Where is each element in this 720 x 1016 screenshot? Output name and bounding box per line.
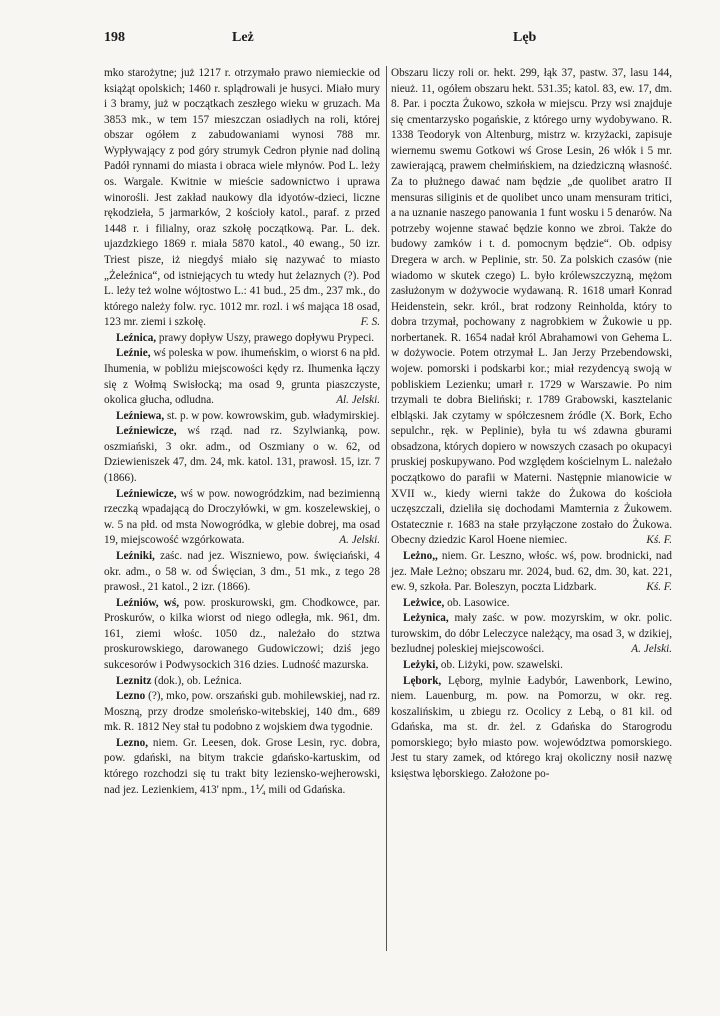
- entry-paragraph: [104, 689, 380, 736]
- entry-signature: Kś. F.: [646, 534, 672, 547]
- entry-paragraph: [104, 674, 380, 690]
- entry-paragraph: [104, 409, 380, 425]
- entry-text: mko starożytne; już 1217 r. otrzymało prawo niemieckie od książąt opolskich; 1460 r. splądrowali je husyci. Miało mury i 3 bramy, już w początkach zeszłego wieku w gruzach. Ma 3853 mk., w tem 157 mieszczan osiadłych na roli, której obszar ogółem z zabudowaniami wynosi 788 mr. Wypływający z pod góry strumyk Cedron płynie nad doliną Padół rynnami do miasta i obraca wiele młynów. Pod L. leży os. Wargale. Kwitnie w mieście sadownictwo i uprawa winorośli. Jest zakład naukowy dla idyotów-dzieci, liczne rękodzieła, 5 jarmarków, 2 kościoły katol., paraf. z przed 1448 r. i filialny, oraz szkołę początkową. Par. L. dek. ujazdzkiego 1869 r. miała 5870 katol., 40 ewang., 50 izr. Triest pisze, iż niegdyś miało się nazywać to miasto „Żeleźnica“, od istniejących tu wtedy hut żelaznych (?). Pod L. leży też wolne wójtostwo L.: 41 bud., 25 dm., 237 mk., do którego należy folw. ryc. 1012 mr. rozl. i wś mająca 18 osad, 123 mr. ziemi i szkołę.: [104, 67, 380, 329]
- entry-headword: Lębork,: [403, 674, 442, 687]
- entry-text: prawy dopływ Uszy, prawego dopływu Prypeci.: [156, 331, 375, 344]
- entry-headword: Leźniewicze,: [116, 425, 177, 438]
- entry-headword: Leznitz: [116, 674, 152, 687]
- entry-signature: A. Jelski.: [339, 534, 380, 547]
- entry-text: niem. Gr. Leszno, włośc. wś, pow. brodnicki, nad jez. Małe Leżno; obszaru mr. 2024, bud. 62, dm. 30, kat. 221, ew. 9, szkoła. Par. Boleszyn, poczta Lidzbark.: [391, 549, 672, 594]
- entry-text: (dok.), ob. Leźnica.: [151, 674, 242, 687]
- entry-headword: Leźniewicze,: [116, 487, 177, 500]
- entry-paragraph: [391, 611, 672, 658]
- text-columns: [104, 66, 676, 966]
- entry-headword: Leźniów, wś,: [116, 596, 180, 609]
- entry-paragraph: [391, 66, 672, 549]
- entry-text: mały zaśc. w pow. mozyrskim, w okr. polic. turowskim, do dóbr Leleczyce należący, ma osad 3, w dzikiej, bezludnej poleskiej miejscowości.: [391, 612, 672, 656]
- entry-text: ob. Liżyki, pow. szawelski.: [438, 658, 563, 671]
- running-head-right: Lęb: [513, 30, 537, 45]
- entry-text: Obszaru liczy roli or. hekt. 299, łąk 37, pastw. 37, lasu 144, nieuż. 11, ogółem obszaru hekt. 531.35; katol. 83, ew. 17, dm. 8. Par. i poczta Żukowo, szkoła w miejscu. Przy wsi znajduje się cmentarzysko pogańskie, z którego urny wydobywano. R. 1338 Teodoryk von Altenburg, mistrz w. krzyżacki, zapisuje wiernemu swemu Gotkowi wś Grose Lesin, 26 włók i 5 mr. zawierającą, prawem chełmińskiem, na dziedziczną własność. Za to płużnego dawać nam będzie „de quolibet aratro II mensuras siliginis et de quolibet unco unam mensuram tritici, a na uznanie naszego panowania 1 funt wosku i 5 denarów. Na potrzeby wojenne stawać będzie konno we zbroi. Także do budowy zamków i t. d. pomocnym będzie“. Ob. odpisy Dregera w arch. w Peplinie, str. 50. Za polskich czasów (nie wiadomo w skutek czego) L. było królewszczyzną, mężom zasłużonym w dożywocie wydawaną. R. 1618 umarł Konrad Heidenstein, sekr. król., brat rodzony Reinholda, który to dobra trzymał, pochowany z nagrobkiem w Żukowie u pp. norbertanek. R. 1654 nadał król Abrahamowi von Gehema L. w dożywocie. Potem otrzymał L. Jan Jerzy Przebendowski, wojew. pomorski i podskarbi kor.; miał rezydencyą swoją w pobliskiem Lezienku; umarł r. 1729 w Warszawie. Po nim trzymali te dobra Bieliński; r. 1789 Grabowski, kasztelanic elbląski. Jak czytamy w spółczesnem źródle (X. Bork, Echo sepulchr., ręk. w Peplinie), była tu wś zdawna gburami obsadzona, których dopiero w nowszych czasach po okupacyi pruskiej poskupywano. Pod względem kościelnym L. należało początkowo do parafii w Materni. Następnie mianowicie w XVII w., kiedy wierni także do Żukowa do kościoła uczęszczali, dzieliła się dochodami Mamternia z Żukowem. Ostatecznie r. 1683 na stałe przyłączone zostało do Żukowa. Obecny dziedzic Karol Hoene niemiec.: [391, 67, 672, 547]
- entry-paragraph: [391, 674, 672, 783]
- entry-text: pow. proskurowski, gm. Chodkowce, par. Proskurów, o kilka wiorst od niego odległa, mk. 961, dm. 161, ziemi włośc. 1050 dz., należało do stztwa proskurowskiego, darowanego Gudowiczowi; dziś jego sukcesorów i Podwysockich 316 dzies. Ludność mazurska.: [104, 596, 380, 671]
- entry-paragraph: [104, 346, 380, 408]
- entry-paragraph: [391, 658, 672, 674]
- entry-signature: Kś. F.: [646, 581, 672, 594]
- entry-signature: F. S.: [360, 316, 380, 329]
- entry-headword: Leźnie,: [116, 347, 151, 360]
- page-header: [104, 30, 670, 50]
- entry-headword: Leźniki,: [116, 549, 155, 562]
- page-number: 198: [104, 30, 125, 45]
- left-column: [104, 66, 380, 798]
- entry-paragraph: [391, 596, 672, 612]
- entry-signature: A. Jelski.: [631, 643, 672, 656]
- entry-paragraph: [104, 549, 380, 596]
- entry-text: zaśc. nad jez. Wiszniewo, pow. święciański, 4 okr. adm., o 58 w. od Święcian, 3 dm., 51 mk., z tego 28 prawosł., 21 katol., 2 izr. (1866).: [104, 549, 380, 594]
- entry-paragraph: [104, 66, 380, 331]
- entry-headword: Leźnica,: [116, 331, 157, 344]
- entry-text: wś w pow. nowogródzkim, nad bezimienną rzeczką wpadającą do Droczyłówki, w gm. koszelewskiej, o w. 5 na płd. od msta Nowogródka, w glebie dobrej, ma osad 19, miejscowość wzgórkowata.: [104, 487, 380, 547]
- entry-text: Lęborg, mylnie Ładybór, Lawenbork, Lewino, niem. Lauenburg, m. pow. na Pomorzu, w okr. reg. koszalińskim, u zbiegu rz. Ocolicy z Lebą, o 81 kil. od Gdańska, ma st. dr. żel. z Gdańska do Starogrodu pomorskiego; było miasto pow. województwa pomorskiego. Jest tu stary zamek, od którego kraj okoliczny nosił nazwę księstwa lęborskiego. Założone po-: [391, 674, 672, 781]
- right-column: [391, 66, 672, 783]
- entry-headword: Leźniewa,: [116, 409, 165, 422]
- entry-headword: Lezno: [116, 690, 146, 703]
- entry-headword: Lezno,: [116, 736, 149, 749]
- entry-paragraph: [104, 596, 380, 674]
- entry-paragraph: [104, 487, 380, 549]
- entry-paragraph: [391, 549, 672, 596]
- entry-paragraph: [104, 424, 380, 486]
- entry-headword: Leżno,,: [403, 549, 438, 562]
- entry-headword: Leżwice,: [403, 596, 445, 609]
- running-head-left: Leż: [232, 30, 254, 45]
- entry-text: st. p. w pow. kowrowskim, gub. władymirskiej.: [164, 409, 380, 422]
- entry-text: wś poleska w pow. ihumeńskim, o wiorst 6 na płd. Ihumenia, w pobliżu miejscowości kędy rz. Ihumenka łączy się z Wołmą Swisłocką; ma osad 9, grunta piaszczyste, okolica głucha, odludna.: [104, 347, 380, 407]
- entry-text: (?), mko, pow. orszański gub. mohilewskiej, nad rz. Moszną, przy drodze smoleńsko-witebskiej, 140 dm., 689 mk. R. 1812 Ney stał tu podobno z wojskiem dwa tygodnie.: [104, 690, 380, 734]
- entry-text: niem. Gr. Leesen, dok. Grose Lesin, ryc. dobra, pow. gdański, na bitym trakcie gdańsko-kartuskim, od którego rozchodzi się tu trakt bity leziensko-wejherowski, nad jez. Lezienkiem, 413' npm., 1⅟₄ mili od Gdańska.: [104, 736, 380, 796]
- entry-paragraph: [104, 331, 380, 347]
- entry-headword: Leżynica,: [403, 612, 449, 625]
- entry-signature: Al. Jelski.: [336, 394, 380, 407]
- entry-headword: Leżyki,: [403, 658, 439, 671]
- entry-paragraph: [104, 736, 380, 798]
- entry-text: wś rząd. nad rz. Szylwianką, pow. oszmiański, 3 okr. adm., od Oszmiany o w. 62, od Dziewieniszek 47, dm. 24, mk. katol. 131, prawosł. 15, izr. 7 (1866).: [104, 425, 380, 485]
- column-divider: [386, 66, 387, 951]
- entry-text: ob. Lasowice.: [444, 596, 510, 609]
